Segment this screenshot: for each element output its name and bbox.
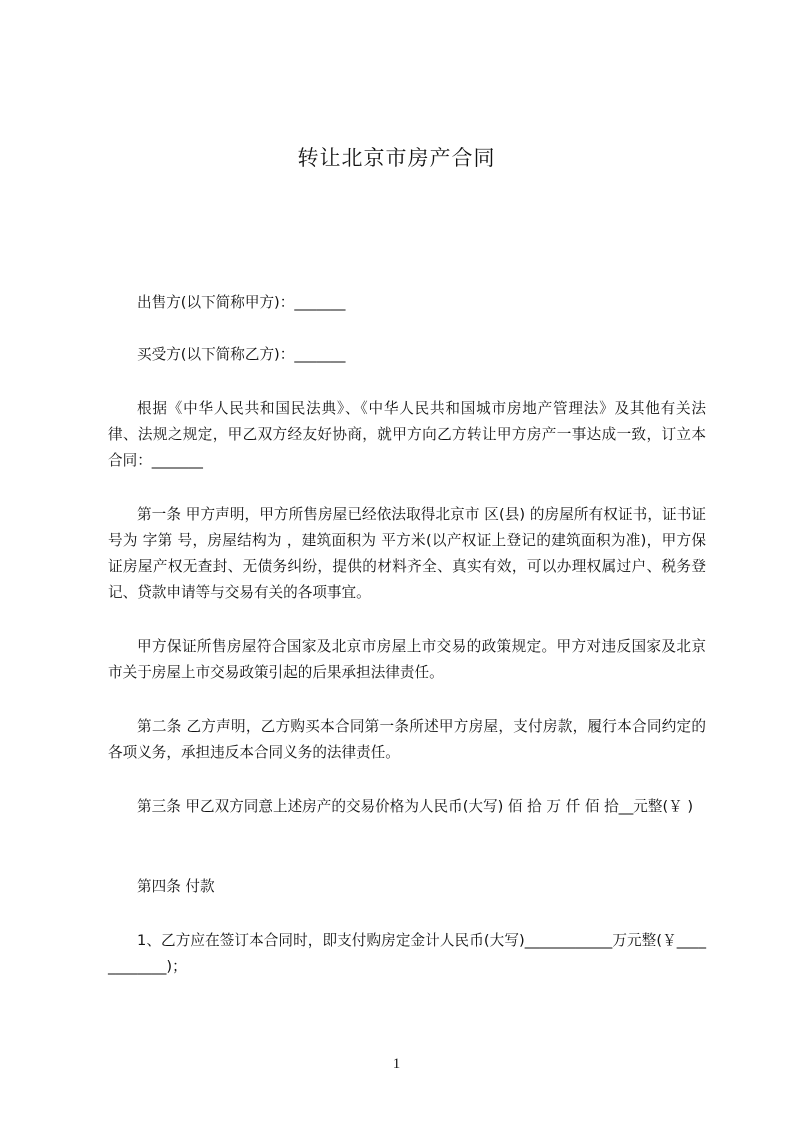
- buyer-line: 买受方(以下简称乙方)：_______: [137, 346, 346, 363]
- seller-line: 出售方(以下简称甲方)：_______: [137, 294, 346, 311]
- article-3-paragraph: 第三条 甲乙双方同意上述房产的交易价格为人民币(大写) 佰 拾 万 仟 佰 拾__元整(￥ ): [137, 798, 694, 815]
- page-number: 1: [392, 1056, 401, 1072]
- preamble-paragraph: 根据《中华人民共和国民法典》、《中华人民共和国城市房地产管理法》及其他有关法律、法规之规定，甲乙双方经友好协商，就甲方向乙方转让甲方房产一事达成一致，订立本合同：_______: [108, 400, 706, 469]
- seller-guarantee-paragraph: 甲方保证所售房屋符合国家及北京市房屋上市交易的政策规定。甲方对违反国家及北京市关于房屋上市交易政策引起的后果承担法律责任。: [108, 638, 706, 681]
- article-1-paragraph: 第一条 甲方声明，甲方所售房屋已经依法取得北京市 区(县) 的房屋所有权证书，证书证号为 字第 号，房屋结构为 ，建筑面积为 平方米(以产权证上登记的建筑面积为准)，甲方保证房屋产权无查封、无债务纠纷，提供的材料齐全、真实有效，可以办理权属过户、税务登记、贷款申请等与交易有关的各项事宜。: [108, 506, 706, 601]
- article-4-heading: 第四条 付款: [137, 878, 215, 895]
- document-title: 转让北京市房产合同: [297, 146, 496, 170]
- payment-item-1: 1、乙方应在签订本合同时，即支付购房定金计人民币(大写)____________万元整(￥____________)；: [108, 932, 706, 975]
- article-2-paragraph: 第二条 乙方声明，乙方购买本合同第一条所述甲方房屋，支付房款，履行本合同约定的各项义务，承担违反本合同义务的法律责任。: [108, 718, 706, 761]
